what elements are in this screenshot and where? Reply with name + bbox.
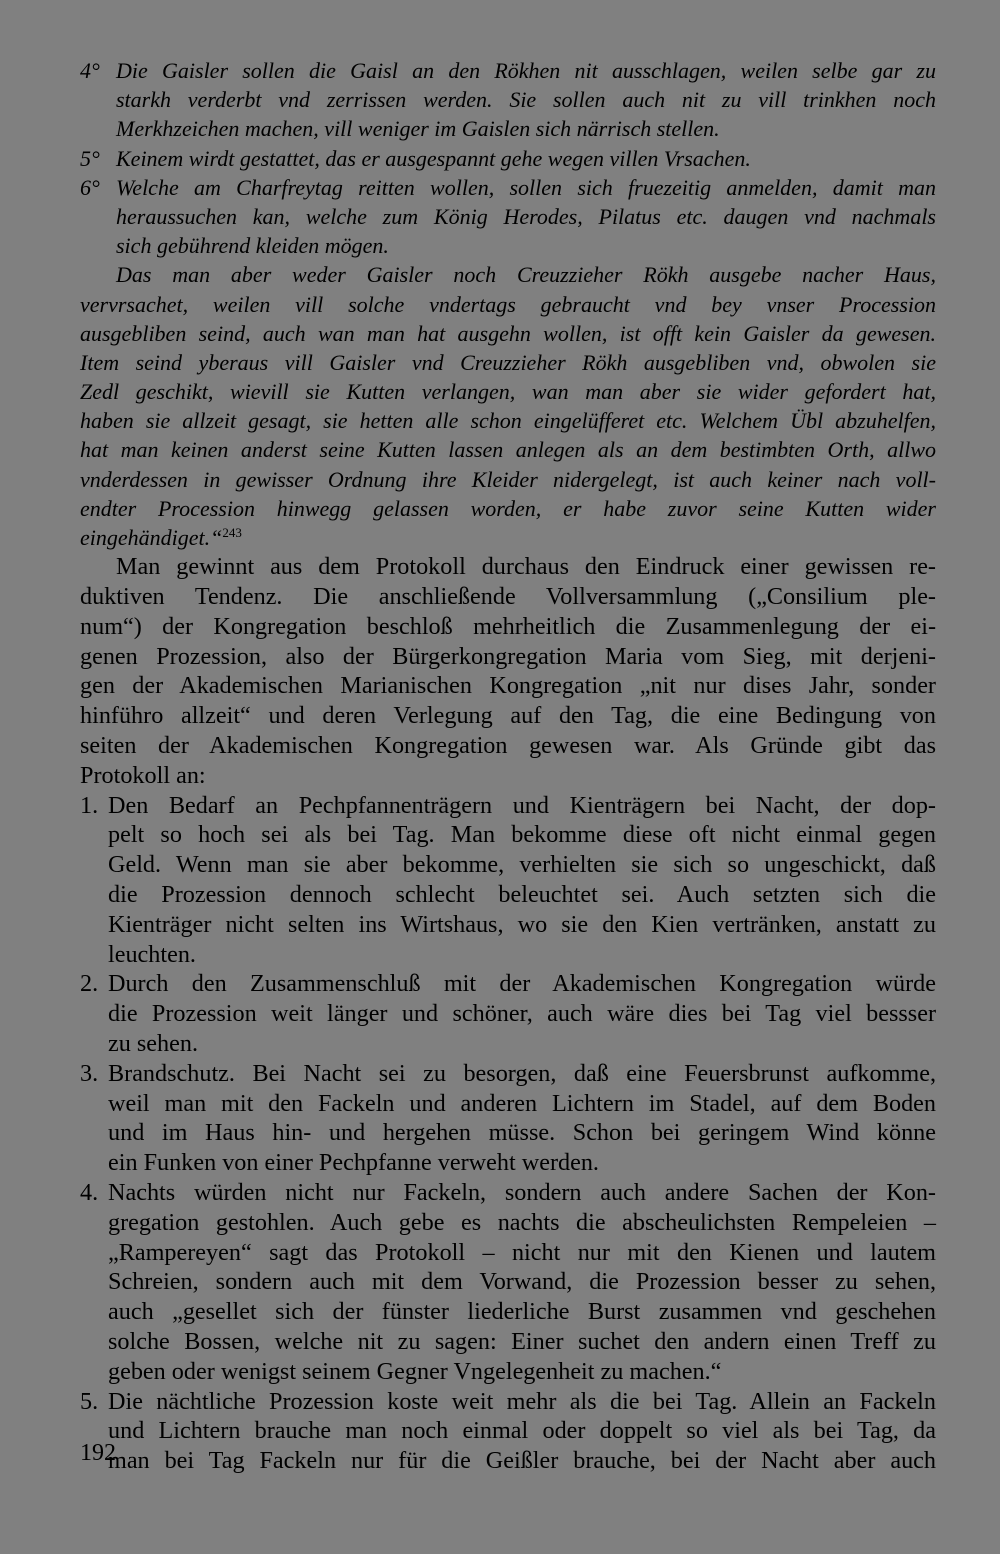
text-line: Protokoll an: [80,761,206,789]
item-number: 4. [80,1178,99,1206]
text-line: num“) der Kongregation beschloß mehrheitlich die Zusammenlegung der ei- [80,612,936,640]
text-line: endter Procession hinwegg gelassen worden, er habe zuvor seine Kutten wider [80,495,936,521]
text-line: 3. Brandschutz. Bei Nacht sei zu besorgen, daß eine Feuersbrunst aufkomme, [80,1059,936,1087]
text-line: vervrsachet, weilen vill solche vndertags gebraucht vnd bey vnser Procession [80,291,936,317]
item-number: 3. [80,1059,99,1087]
quote-item-6 [80,173,936,261]
item-number: 1. [80,791,99,819]
text-line: Item seind yberaus vill Gaisler vnd Creuzzieher Rökh ausgebliben vnd, obwolen sie [80,349,936,375]
text-line: weil man mit den Fackeln und anderen Lichtern im Stadel, auf dem Boden [108,1089,936,1117]
text-line: starkh verderbt vnd zerrissen werden. Sie sollen auch nit zu vill trinkhen noch [116,87,936,113]
text-line: geben oder wenigst seinem Gegner Vngelegenheit zu machen.“ [108,1357,722,1385]
text-line: pelt so hoch sei als bei Tag. Man bekomme diese oft nicht einmal gegen [108,821,936,849]
page-content [80,56,936,1476]
text-line: solche Bossen, welche nit zu sagen: Einer suchet den andern einen Treff zu [108,1327,936,1355]
text-line: die Prozession dennoch schlecht beleuchtet sei. Auch setzten sich die [108,880,936,908]
text-line: hinführo allzeit“ und deren Verlegung auf den Tag, die eine Bedingung von [80,702,936,730]
item-number: 5° [80,145,100,171]
text-line: sich gebührend kleiden mögen. [116,233,389,259]
text-line: 1. Den Bedarf an Pechpfannenträgern und Kienträgern bei Nacht, der dop- [80,791,936,819]
list-item [80,1387,936,1476]
quote-item-4 [80,56,936,144]
text-line: haben sie allzeit gesagt, sie hetten alle schon eingelüfferet etc. Welchem Übl abzuhelfen, [80,408,936,434]
list-item [80,1178,936,1387]
text-line: zu sehen. [108,1029,198,1057]
text-line: Geld. Wenn man sie aber bekomme, verhielten sie sich so ungeschickt, daß [108,851,936,879]
footnote-ref: 243 [222,525,242,540]
text-line: vnderdessen in gewisser Ordnung ihre Kleider nidergelegt, ist auch keiner nach voll- [80,466,936,492]
text-line: Man gewinnt aus dem Protokoll durchaus den Eindruck einer gewissen re- [116,553,936,581]
text-line: „Rampereyen“ sagt das Protokoll – nicht nur mit den Kienen und lautem [108,1238,936,1266]
text-line: genen Prozession, also der Bürgerkongregation Maria vom Sieg, mit derjeni- [80,642,936,670]
text-line: gen der Akademischen Marianischen Kongregation „nit nur dises Jahr, sonder [80,672,936,700]
quote-paragraph [80,260,936,552]
text-line: Zedl geschikt, wievill sie Kutten verlangen, wan man aber sie wider gefordert hat, [80,379,936,405]
text-line: ausgebliben seind, auch wan man hat ausgehn wollen, ist offt kein Gaisler da gewesen. [80,320,936,346]
text-line: Schreien, sondern auch mit dem Vorwand, die Prozession besser zu sehen, [108,1268,936,1296]
intro-paragraph [80,552,936,790]
text-line: seiten der Akademischen Kongregation gewesen war. Als Gründe gibt das [80,731,936,759]
item-number: 2. [80,970,99,998]
block-quote [80,56,936,552]
text-line: man bei Tag Fackeln nur für die Geißler brauche, bei der Nacht aber auch [108,1447,936,1475]
list-item [80,1059,936,1178]
text-line: eingehändiget.“$^{243}$ [80,525,242,550]
list-item [80,969,936,1058]
text-line: 5° Keinem wirdt gestattet, das er ausgespannt gehe wegen villen Vrsachen. [80,144,936,173]
text-line: und Lichtern brauche man noch einmal oder doppelt so viel als bei Tag, da [108,1417,936,1445]
text-line: auch „gesellet sich der fünster liederliche Burst zusammen vnd geschehen [108,1298,936,1326]
text-line: 6° Welche am Charfreytag reitten wollen, sollen sich fruezeitig anmelden, damit man [80,173,936,202]
text-line: 5. Die nächtliche Prozession koste weit mehr als die bei Tag. Allein an Fackeln [80,1387,936,1415]
item-number: 4° [80,58,100,83]
body-text [80,552,936,1476]
item-number: 5. [80,1387,99,1415]
list-item [80,791,936,970]
quote-item-5 [80,144,936,173]
text-line: die Prozession weit länger und schöner, auch wäre dies bei Tag viel bessser [108,1000,936,1028]
text-line: Kienträger nicht selten ins Wirtshaus, wo sie den Kien vertränken, anstatt zu [108,910,936,938]
text-line: ein Funken von einer Pechpfanne verweht werden. [108,1149,599,1177]
page-number: 192 [80,1440,116,1466]
item-number: 6° [80,174,100,200]
text-line: Merkhzeichen machen, vill weniger im Gaislen sich närrisch stellen. [116,116,720,142]
text-line: heraussuchen kan, welche zum König Herodes, Pilatus etc. daugen vnd nachmals [116,203,936,229]
text-line: leuchten. [108,940,196,968]
text-line: Das man aber weder Gaisler noch Creuzzieher Rökh ausgebe nacher Haus, [116,262,936,288]
text-line: und im Haus hin- und hergehen müsse. Schon bei geringem Wind könne [108,1119,936,1147]
text-line: 2. Durch den Zusammenschluß mit der Akademischen Kongregation würde [80,970,936,998]
text-line: 4. Nachts würden nicht nur Fackeln, sondern auch andere Sachen der Kon- [80,1178,936,1206]
text-line: hat man keinen anderst seine Kutten lassen anlegen als an dem bestimbten Orth, allwo [80,437,936,463]
text-line: gregation gestohlen. Auch gebe es nachts die abscheulichsten Rempeleien – [108,1208,936,1236]
text-line: duktiven Tendenz. Die anschließende Vollversammlung („Consilium ple- [80,582,936,610]
text-line: 4° Die Gaisler sollen die Gaisl an den Rökhen nit ausschlagen, weilen selbe gar zu [80,56,936,85]
